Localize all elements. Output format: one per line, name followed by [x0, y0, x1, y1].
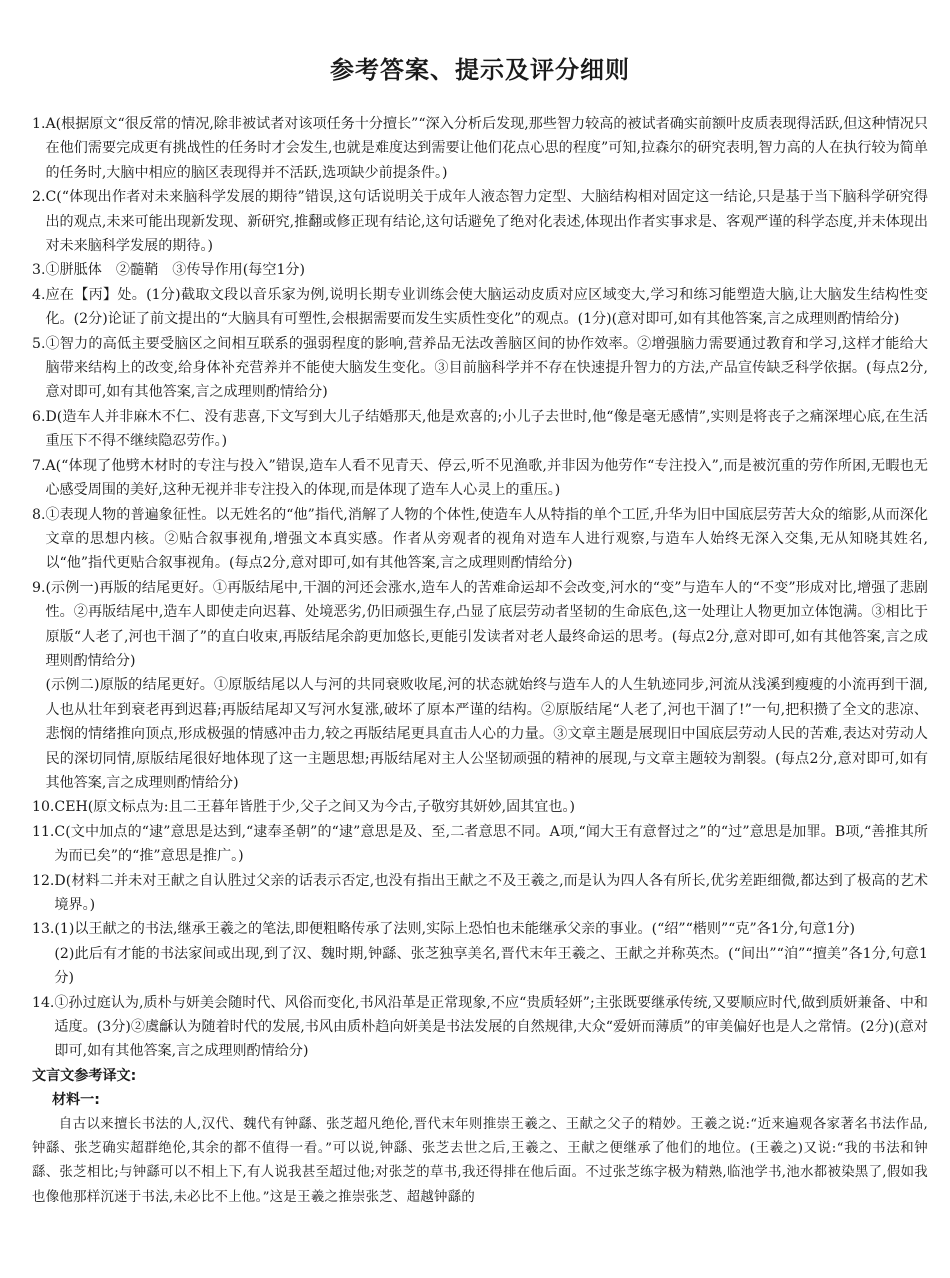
answer-paragraph: (2)此后有才能的书法家间或出现,到了汉、魏时期,钟繇、张芝独享美名,晋代末年王羲之、王献之并称英杰。(“间出”“洎”“擅美”各1分,句意1分) [54, 945, 928, 987]
answer-body [45, 112, 928, 185]
answer-item [32, 576, 928, 796]
translation-heading: 文言文参考译文: [32, 1067, 137, 1084]
answer-paragraph: CEH(原文标点为:且二王暮年皆胜于少,父子之间又为今古,子敬穷其妍妙,固其宜也。) [54, 799, 576, 816]
answer-paragraph: A(根据原文“很反常的情况,除非被试者对该项任务十分擅长”“深入分析后发现,那些智力较高的被试者确实前额叶皮质表现得活跃,但这种情况只在他们需要完成更有挑战性的任务时才会发生,也就是难度达到需要让他们花点心思的程度”可知,拉森尔的研究表明,智力高的人在执行较为简单的任务时,大脑中相应的脑区表现得并不活跃,选项缺少前提条件。) [45, 116, 928, 181]
answer-paragraph: D(材料二并未对王献之自认胜过父亲的话表示否定,也没有指出王献之不及王羲之,而是认为四人各有所长,优劣差距细微,都达到了极高的艺术境界。) [54, 872, 928, 913]
answer-number: 9. [32, 579, 46, 596]
answer-number: 6. [32, 408, 46, 425]
material-title: 材料一: [52, 1092, 100, 1109]
answer-paragraph: C(文中加点的“逮”意思是达到,“逮奉圣朝”的“逮”意思是及、至,二者意思不同。A项,“闻大王有意督过之”的“过”意思是加罪。B项,“善推其所为而已矣”的“推”意思是推广。) [54, 823, 928, 865]
answer-item [32, 869, 928, 918]
answer-paragraph: ①智力的高低主要受脑区之间相互联系的强弱程度的影响,营养品无法改善脑区间的协作效率。②增强脑力需要通过教育和学习,这样才能给大脑带来结构上的改变,给身体补充营养并不能使大脑发生变化。③目前脑科学并不存在快速提升智力的方法,产品宣传缺乏科学依据。(每点2分,意对即可,如有其他答案,言之成理则酌情给分) [45, 335, 928, 401]
answer-paragraph: (示例一)再版的结尾更好。①再版结尾中,干涸的河还会涨水,造车人的苦难命运却不会改变,河水的“变”与造车人的“不变”形成对比,增强了悲剧性。②再版结尾中,造车人即使走向迟暮、处境恶劣,仍旧顽强生存,凸显了底层劳动者坚韧的生命底色,这一处理让人物更加立体饱满。③相比于原版“人老了,河也干涸了”的直白收束,再版结尾余韵更加悠长,更能引发读者对老人最终命运的思考。(每点2分,意对即可,如有其他答案,言之成理则酌情给分) [45, 579, 928, 669]
answer-list [32, 112, 928, 1064]
page-title: 参考答案、提示及评分细则 [330, 56, 630, 84]
answer-item [32, 112, 928, 185]
answer-number: 8. [32, 506, 46, 523]
answer-number: 2. [32, 189, 46, 206]
translation-text: 自古以来擅长书法的人,汉代、魏代有钟繇、张芝超凡绝伦,晋代末年则推崇王羲之、王献之父子的精妙。王羲之说:“近来遍观各家著名书法作品,钟繇、张芝确实超群绝伦,其余的都不值得一看。”可以说,钟繇、张芝去世之后,王羲之、王献之便继承了他们的地位。(王羲之)又说:“我的书法和钟繇、张芝相比;与钟繇可以不相上下,有人说我甚至超过他;对张芝的草书,我还得排在他后面。不过张芝练字极为精熟,临池学书,池水都被染黑了,假如我也像他那样沉迷于书法,未必比不上他。”这是王羲之推崇张芝、超越钟繇的 [32, 1116, 928, 1205]
answer-number: 12. [32, 872, 55, 889]
answer-item [32, 820, 928, 869]
answer-body [45, 283, 928, 332]
answer-paragraph: ①孙过庭认为,质朴与妍美会随时代、风俗而变化,书风沿革是正常现象,不应“贵质轻妍”;主张既要继承传统,又要顺应时代,做到质妍兼备、中和适度。(3分)②虞龢认为随着时代的发展,书风由质朴趋向妍美是书法发展的自然规律,大众“爱妍而薄质”的审美偏好也是人之常情。(2分)(意对即可,如有其他答案,言之成理则酌情给分) [54, 994, 928, 1060]
answer-item [32, 258, 928, 282]
answer-body [45, 258, 928, 282]
answer-item [32, 503, 928, 576]
answer-number: 1. [32, 116, 46, 132]
answer-item [32, 283, 928, 332]
answer-number: 4. [32, 286, 46, 303]
answer-number: 11. [32, 823, 55, 840]
answer-body [45, 405, 928, 454]
answer-paragraph: D(造车人并非麻木不仁、没有悲喜,下文写到大儿子结婚那天,他是欢喜的;小儿子去世时,他“像是毫无感情”,实则是将丧子之痛深埋心底,在生活重压下不得不继续隐忍劳作。) [45, 408, 928, 450]
answer-paragraph: 应在【丙】处。(1分)截取文段以音乐家为例,说明长期专业训练会使大脑运动皮质对应区域变大,学习和练习能塑造大脑,让大脑发生结构性变化。(2分)论证了前文提出的“大脑具有可塑性,会根据需要而发生实质性变化”的观点。(1分)(意对即可,如有其他答案,言之成理则酌情给分) [45, 286, 928, 328]
answer-body [54, 869, 928, 918]
answer-body [54, 917, 928, 990]
answer-body [45, 576, 928, 796]
answer-item [32, 454, 928, 503]
answer-paragraph: C(“体现出作者对未来脑科学发展的期待”错误,这句话说明关于成年人液态智力定型、大脑结构相对固定这一结论,只是基于当下脑科学研究得出的观点,未来可能出现新发现、新研究,推翻或修正现有结论,这句话避免了绝对化表述,体现出作者实事求是、客观严谨的科学态度,并未体现出对未来脑科学发展的期待。) [45, 189, 928, 255]
answer-item [32, 917, 928, 990]
answer-number: 10. [32, 799, 55, 816]
answer-body [45, 332, 928, 405]
translation-section [32, 1064, 928, 1210]
answer-number: 7. [32, 457, 46, 474]
answer-number: 3. [32, 262, 46, 279]
answer-item [32, 795, 928, 819]
answer-item [32, 991, 928, 1064]
answer-item [32, 185, 928, 258]
answer-paragraph: ①胼胝体 ②髓鞘 ③传导作用(每空1分) [45, 262, 306, 279]
answer-body [45, 185, 928, 258]
answer-item [32, 405, 928, 454]
answer-paragraph: (示例二)原版的结尾更好。①原版结尾以人与河的共同衰败收尾,河的状态就始终与造车人的人生轨迹同步,河流从浅溪到瘦瘦的小流再到干涸,人也从壮年到衰老再到迟暮;再版结尾却又写河水复涨,破坏了原本严谨的结构。②原版结尾“人老了,河也干涸了!”一句,把积攒了全文的悲凉、悲悯的情绪推向顶点,形成极强的情感冲击力,较之再版结尾更具直击人心的力量。③文章主题是展现旧中国底层劳动人民的苦难,表达对劳动人民的深切同情,原版结尾很好地体现了这一主题思想;再版结尾对主人公坚韧顽强的精神的展现,与文章主题较为割裂。(每点2分,意对即可,如有其他答案,言之成理则酌情给分) [45, 677, 928, 791]
answer-body [54, 795, 928, 819]
answer-number: 14. [32, 994, 55, 1011]
answer-body [54, 991, 928, 1064]
answer-number: 5. [32, 335, 46, 352]
answer-paragraph: A(“体现了他劈木材时的专注与投入”错误,造车人看不见青天、停云,听不见渔歌,并非因为他劳作“专注投入”,而是被沉重的劳作所困,无暇也无心感受周围的美好,这种无视并非专注投入的体现,而是体现了造车人心灵上的重压。) [45, 457, 928, 499]
answer-body [45, 454, 928, 503]
answer-number: 13. [32, 921, 55, 938]
answer-body [45, 503, 928, 576]
answer-body [54, 820, 928, 869]
answer-item [32, 332, 928, 405]
answer-paragraph: (1)以王献之的书法,继承王羲之的笔法,即便粗略传承了法则,实际上恐怕也未能继承父亲的事业。(“绍”“楷则”“克”各1分,句意1分) [54, 921, 856, 938]
answer-paragraph: ①表现人物的普遍象征性。以无姓名的“他”指代,消解了人物的个体性,使造车人从特指的单个工匠,升华为旧中国底层劳苦大众的缩影,从而深化文章的思想内核。②贴合叙事视角,增强文本真实感。作者从旁观者的视角对造车人进行观察,与造车人始终无深入交集,无从知晓其姓名,以“他”指代更贴合叙事视角。(每点2分,意对即可,如有其他答案,言之成理则酌情给分) [45, 506, 928, 572]
